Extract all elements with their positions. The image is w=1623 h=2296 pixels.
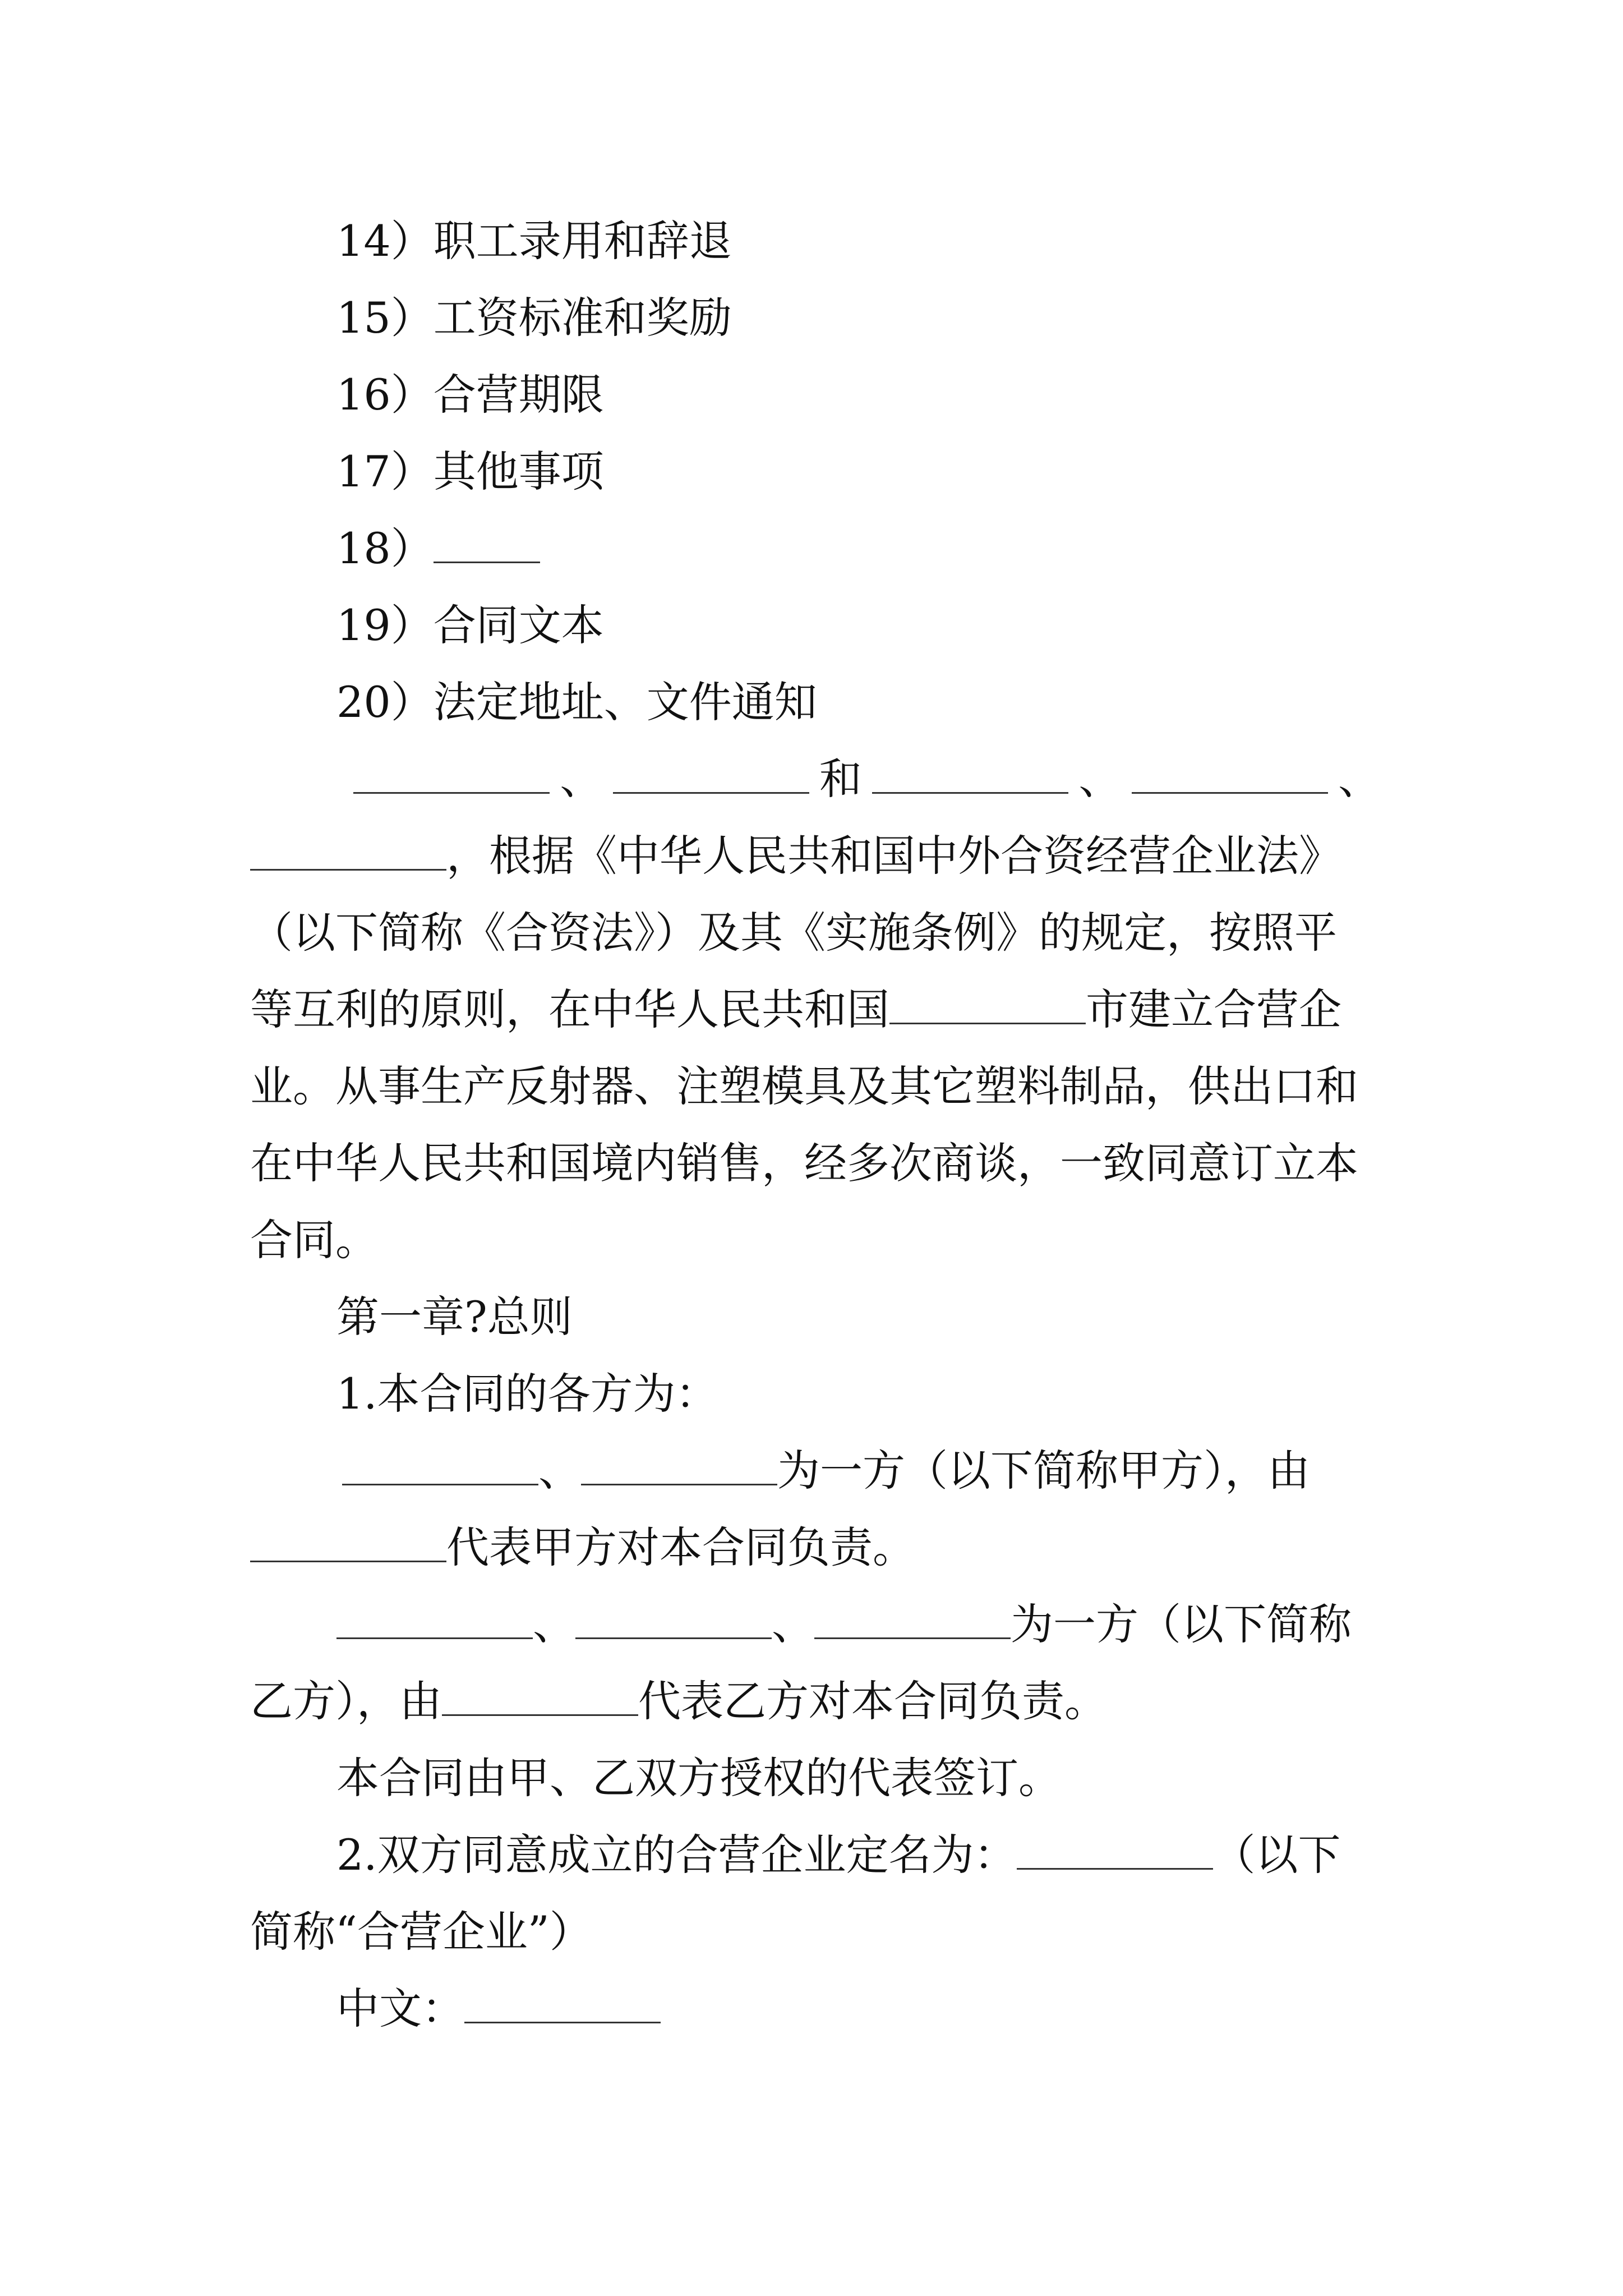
separator: 、 xyxy=(772,1599,814,1649)
separator: 、 xyxy=(1078,754,1122,804)
preamble-line: 合同。 xyxy=(250,1215,378,1265)
party-b-text: 乙方），由 xyxy=(250,1676,442,1726)
blank-field xyxy=(250,1521,446,1562)
blank-field xyxy=(814,1598,1011,1639)
preamble-text: 市建立合营企 xyxy=(1086,984,1341,1034)
blank-field xyxy=(442,1675,638,1716)
blank-field xyxy=(342,1444,538,1485)
preamble-line xyxy=(250,828,1623,884)
blank-field xyxy=(1017,1829,1213,1870)
conjunction: 和 xyxy=(819,754,862,804)
blank-field xyxy=(889,983,1086,1024)
blank-field xyxy=(575,1598,772,1639)
preamble-line: 业。从事生产反射器、注塑模具及其它塑料制品，供出口和 xyxy=(250,1061,1358,1111)
party-a-line xyxy=(342,1443,1623,1499)
list-item: 16）合营期限 xyxy=(336,370,604,420)
article-2-line xyxy=(336,1827,1623,1883)
separator: 、 xyxy=(538,1446,581,1496)
blank-field xyxy=(353,753,550,794)
preamble-text: ，根据《中华人民共和国中外合资经营企业法》 xyxy=(446,831,1341,881)
party-b-line xyxy=(336,1596,1623,1653)
blank-field xyxy=(250,830,446,871)
preamble-text: 等互利的原则，在中华人民共和国 xyxy=(250,984,889,1034)
article-2-text: 2.双方同意成立的合营企业定名为： xyxy=(336,1830,1017,1880)
list-item xyxy=(336,521,1623,577)
list-item: 14）职工录用和辞退 xyxy=(336,216,732,266)
party-b-text: 为一方（以下简称 xyxy=(1011,1599,1352,1649)
party-a-text: 代表甲方对本合同负责。 xyxy=(446,1522,915,1572)
preamble-line xyxy=(353,751,1381,807)
article-2-text: （以下 xyxy=(1212,1830,1341,1880)
blank-field xyxy=(581,1444,777,1485)
article-title: 1.本合同的各方为： xyxy=(336,1369,718,1419)
signing-text: 本合同由甲、乙双方授权的代表签订。 xyxy=(336,1753,1061,1803)
article-2-line: 简称“合营企业”） xyxy=(250,1907,592,1957)
blank-field xyxy=(464,1982,661,2023)
blank-field xyxy=(1132,753,1328,794)
list-item: 20）法定地址、文件通知 xyxy=(336,677,817,727)
blank-field xyxy=(872,753,1068,794)
separator: 、 xyxy=(533,1599,575,1649)
blank-field xyxy=(434,522,540,563)
party-a-line xyxy=(250,1520,1623,1576)
separator: 、 xyxy=(1338,754,1381,804)
chapter-title: 第一章?总则 xyxy=(336,1292,573,1342)
party-b-line xyxy=(250,1673,1623,1729)
preamble-line xyxy=(250,982,1623,1038)
chinese-name-line xyxy=(336,1981,1623,2037)
blank-field xyxy=(336,1598,533,1639)
party-b-text: 代表乙方对本合同负责。 xyxy=(638,1676,1107,1726)
list-item: 15）工资标准和奖励 xyxy=(336,293,732,343)
list-item: 17）其他事项 xyxy=(336,447,604,496)
list-item-label: 18） xyxy=(336,523,434,573)
preamble-line: （以下简称《合资法》）及其《实施条例》的规定，按照平 xyxy=(250,908,1337,958)
preamble-line: 在中华人民共和国境内销售，经多次商谈，一致同意订立本 xyxy=(250,1138,1358,1188)
separator: 、 xyxy=(560,754,603,804)
party-a-text: 为一方（以下简称甲方），由 xyxy=(777,1446,1310,1496)
list-item: 19）合同文本 xyxy=(336,600,604,650)
blank-field xyxy=(613,753,809,794)
chinese-name-label: 中文： xyxy=(336,1984,464,2033)
